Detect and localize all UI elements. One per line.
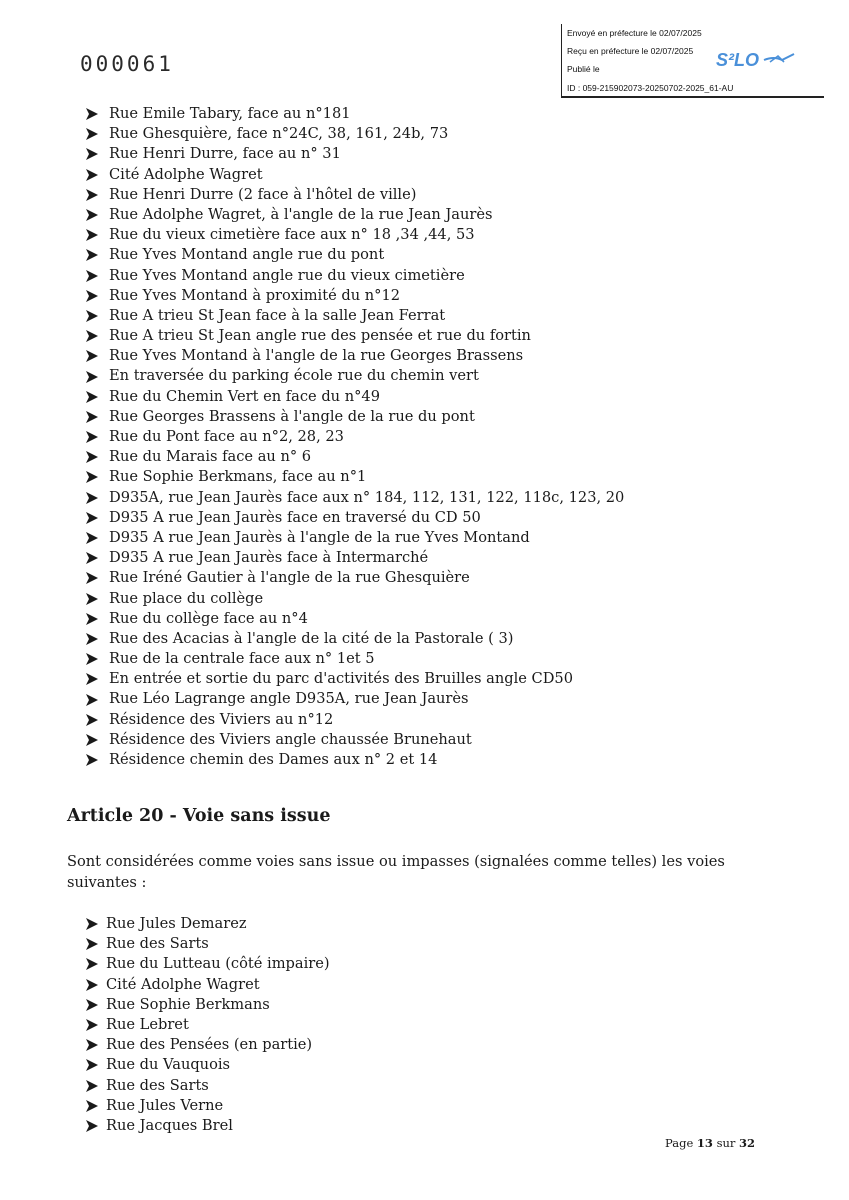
list-item	[84, 205, 624, 225]
page-current: 13	[696, 1136, 713, 1150]
arrow-bullet-icon	[84, 165, 109, 185]
prefecture-stamp	[561, 24, 824, 98]
list-item	[84, 629, 624, 649]
list-item	[84, 165, 624, 185]
arrow-bullet-icon	[84, 750, 109, 770]
stamp-published: Publié le	[567, 64, 600, 74]
arrow-bullet-icon	[84, 467, 109, 487]
list-item	[84, 508, 624, 528]
list-item-text: Rue Henri Durre, face au n° 31	[109, 145, 341, 163]
list-item-text: Rue Lebret	[106, 1015, 189, 1033]
list-item	[84, 750, 624, 770]
list-item-text: Rue Léo Lagrange angle D935A, rue Jean Jaurès	[109, 690, 469, 708]
list-item	[84, 548, 624, 568]
arrow-bullet-icon	[84, 1055, 106, 1075]
list-item-text: Rue Adolphe Wagret, à l'angle de la rue Jean Jaurès	[109, 205, 493, 223]
list-item	[84, 995, 330, 1015]
stamp-sent: Envoyé en préfecture le 02/07/2025	[567, 28, 702, 38]
list-item	[84, 975, 330, 995]
list-item-text: Rue Jules Demarez	[106, 915, 247, 932]
arrow-bullet-icon	[84, 245, 109, 265]
list-item	[84, 387, 624, 407]
arrow-bullet-icon	[84, 326, 109, 346]
list-item	[84, 934, 330, 954]
arrow-bullet-icon	[84, 629, 109, 649]
list-item-text: Rue de la centrale face aux n° 1et 5	[109, 650, 375, 668]
list-item	[84, 447, 624, 467]
list-item	[84, 710, 624, 730]
list-item	[84, 568, 624, 588]
arrow-bullet-icon	[84, 488, 109, 508]
list-item-text: Rue Georges Brassens à l'angle de la rue du pont	[109, 407, 475, 425]
list-item	[84, 669, 624, 689]
list-item-text: D935 A rue Jean Jaurès à l'angle de la rue Yves Montand	[109, 528, 530, 546]
list-item-text: Rue Emile Tabary, face au n°181	[109, 105, 351, 122]
list-item-text: En traversée du parking école rue du chemin vert	[109, 367, 479, 385]
arrow-bullet-icon	[84, 975, 106, 995]
list-item	[84, 286, 624, 306]
arrow-bullet-icon	[84, 1015, 106, 1035]
list-item-text: Résidence chemin des Dames aux n° 2 et 14	[109, 751, 438, 768]
arrow-bullet-icon	[84, 225, 109, 245]
list-item-text: Rue Sophie Berkmans	[106, 995, 270, 1013]
page-code: 000061	[80, 52, 174, 76]
list-item	[84, 266, 624, 286]
stamp-received: Reçu en préfecture le 02/07/2025	[567, 46, 694, 56]
list-item-text: Rue du vieux cimetière face aux n° 18 ,34 ,44, 53	[109, 226, 475, 244]
arrow-bullet-icon	[84, 266, 109, 286]
list-item	[84, 366, 624, 386]
arrow-bullet-icon	[84, 286, 109, 306]
list-item-text: Rue Ghesquière, face n°24C, 38, 161, 24b, 73	[109, 125, 449, 143]
list-item	[84, 1096, 330, 1116]
list-item	[84, 104, 624, 124]
list-item	[84, 1035, 330, 1055]
list-item-text: D935A, rue Jean Jaurès face aux n° 184, 112, 131, 122, 118c, 123, 20	[109, 488, 625, 506]
list-item-text: Rue A trieu St Jean face à la salle Jean Ferrat	[109, 306, 446, 324]
page-total: 32	[739, 1136, 756, 1150]
list-item-text: Rue du collège face au n°4	[109, 609, 308, 627]
arrow-bullet-icon	[84, 367, 109, 387]
list-item-text: Rue Sophie Berkmans, face au n°1	[109, 468, 367, 486]
list-item	[84, 1055, 330, 1075]
list-item	[84, 1076, 330, 1096]
list-item-text: Rue Jules Verne	[106, 1096, 224, 1114]
list-item-text: Rue des Sarts	[106, 935, 209, 953]
list-item	[84, 528, 624, 548]
arrow-bullet-icon	[84, 528, 109, 548]
list-item-text: Rue Henri Durre (2 face à l'hôtel de ville)	[109, 185, 417, 203]
list-item	[84, 346, 624, 366]
list-item-text: Rue A trieu St Jean angle rue des pensée et rue du fortin	[109, 327, 531, 345]
list-item	[84, 467, 624, 487]
list-item	[84, 954, 330, 974]
list-item	[84, 306, 624, 326]
page-footer	[665, 1136, 755, 1150]
arrow-bullet-icon	[84, 690, 109, 710]
page-label: Page	[665, 1136, 694, 1150]
arrow-bullet-icon	[84, 407, 109, 427]
list-item-text: Rue du Vauquois	[106, 1056, 231, 1074]
list-item-text: Rue des Acacias à l'angle de la cité de la Pastorale ( 3)	[109, 629, 514, 647]
list-item	[84, 1015, 330, 1035]
arrow-bullet-icon	[84, 185, 109, 205]
svg-text:S²LO: S²LO	[716, 50, 759, 70]
list-item-text: Rue Iréné Gautier à l'angle de la rue Ghesquière	[109, 569, 470, 587]
arrow-bullet-icon	[84, 306, 109, 326]
list-item	[84, 124, 624, 144]
list-item-text: En entrée et sortie du parc d'activités des Bruilles angle CD50	[109, 670, 573, 688]
list-item-text: Rue des Pensées (en partie)	[106, 1036, 313, 1054]
list-item-text: Rue Yves Montand à proximité du n°12	[109, 286, 401, 304]
list-item-text: Rue du Pont face au n°2, 28, 23	[109, 428, 344, 445]
arrow-bullet-icon	[84, 124, 109, 144]
list-item	[84, 589, 624, 609]
list-item	[84, 407, 624, 427]
list-item	[84, 144, 624, 164]
dead-end-list	[84, 914, 330, 1136]
arrow-bullet-icon	[84, 346, 109, 366]
arrow-bullet-icon	[84, 954, 106, 974]
arrow-bullet-icon	[84, 205, 109, 225]
list-item-text: Rue du Marais face au n° 6	[109, 448, 312, 466]
arrow-bullet-icon	[84, 1035, 106, 1055]
arrow-bullet-icon	[84, 508, 109, 528]
list-item	[84, 1116, 330, 1136]
list-item	[84, 245, 624, 265]
arrow-bullet-icon	[84, 710, 109, 730]
list-item-text: Résidence des Viviers au n°12	[109, 710, 334, 728]
article-intro: Sont considérées comme voies sans issue ou impasses (signalées comme telles) les voies suivantes :	[67, 853, 725, 891]
arrow-bullet-icon	[84, 104, 109, 124]
list-item	[84, 488, 624, 508]
arrow-bullet-icon	[84, 649, 109, 669]
arrow-bullet-icon	[84, 548, 109, 568]
list-item-text: Rue place du collège	[109, 589, 264, 607]
list-item	[84, 225, 624, 245]
list-item-text: D935 A rue Jean Jaurès face à Intermarché	[109, 549, 429, 567]
list-item-text: Rue Jacques Brel	[106, 1116, 233, 1134]
list-item-text: Rue du Chemin Vert en face du n°49	[109, 387, 380, 405]
arrow-bullet-icon	[84, 427, 109, 447]
list-item	[84, 730, 624, 750]
arrow-bullet-icon	[84, 387, 109, 407]
arrow-bullet-icon	[84, 1116, 106, 1136]
list-item-text: Rue du Lutteau (côté impaire)	[106, 955, 330, 973]
list-item-text: Rue Yves Montand à l'angle de la rue Georges Brassens	[109, 347, 524, 365]
list-item-text: Résidence des Viviers angle chaussée Brunehaut	[109, 730, 472, 748]
arrow-bullet-icon	[84, 934, 106, 954]
list-item-text: Cité Adolphe Wagret	[106, 975, 260, 993]
list-item	[84, 427, 624, 447]
list-item	[84, 649, 624, 669]
arrow-bullet-icon	[84, 1096, 106, 1116]
article-title: Article 20 - Voie sans issue	[67, 806, 331, 826]
crossings-list	[84, 104, 624, 770]
list-item-text: Cité Adolphe Wagret	[109, 165, 263, 183]
list-item	[84, 689, 624, 709]
stamp-id: ID : 059-215902073-20250702-2025_61-AU	[567, 83, 734, 93]
arrow-bullet-icon	[84, 995, 106, 1015]
arrow-bullet-icon	[84, 144, 109, 164]
page-separator: sur	[716, 1136, 736, 1150]
s2lo-logo	[714, 46, 798, 74]
list-item	[84, 326, 624, 346]
list-item	[84, 609, 624, 629]
list-item-text: Rue des Sarts	[106, 1076, 209, 1094]
arrow-bullet-icon	[84, 447, 109, 467]
arrow-bullet-icon	[84, 914, 106, 934]
arrow-bullet-icon	[84, 568, 109, 588]
list-item-text: Rue Yves Montand angle rue du pont	[109, 246, 385, 264]
arrow-bullet-icon	[84, 609, 109, 629]
arrow-bullet-icon	[84, 730, 109, 750]
arrow-bullet-icon	[84, 1076, 106, 1096]
list-item-text: D935 A rue Jean Jaurès face en traversé du CD 50	[109, 508, 481, 526]
arrow-bullet-icon	[84, 589, 109, 609]
list-item	[84, 914, 330, 934]
list-item-text: Rue Yves Montand angle rue du vieux cimetière	[109, 266, 465, 284]
list-item	[84, 185, 624, 205]
arrow-bullet-icon	[84, 669, 109, 689]
